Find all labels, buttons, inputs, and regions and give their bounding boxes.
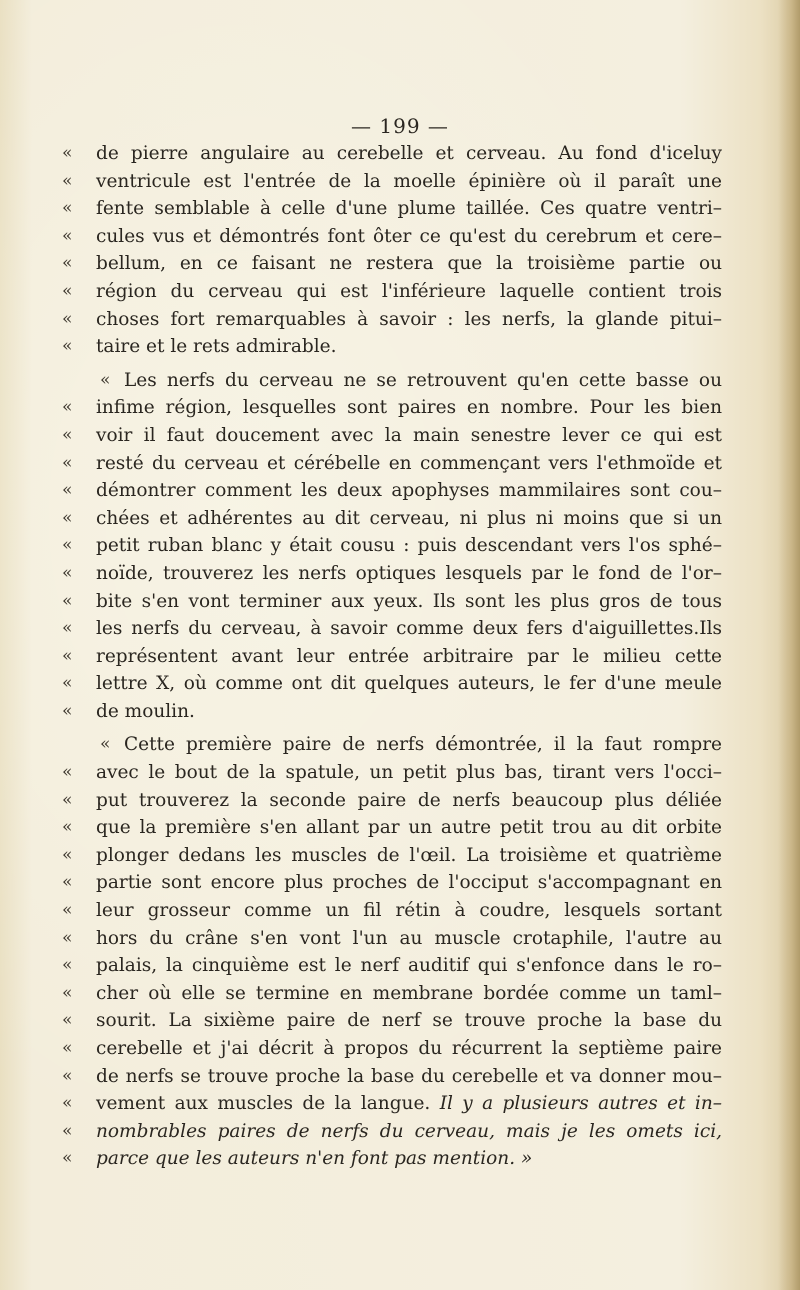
text-line: « taire et le rets admirable. xyxy=(62,333,722,361)
quote-mark: « xyxy=(62,844,73,865)
quote-mark: « xyxy=(100,369,111,390)
quote-mark: « xyxy=(62,308,73,329)
quote-mark: « xyxy=(62,562,73,583)
text-line: « cher où elle se termine en membrane bordée comme un taml– xyxy=(62,980,722,1008)
text-line: « hors du crâne s'en vont l'un au muscle crotaphile, l'autre au xyxy=(62,925,722,953)
text-line: « noïde, trouverez les nerfs optiques lesquels par le fond de l'or– xyxy=(62,560,722,588)
text-line: « région du cerveau qui est l'inférieure laquelle contient trois xyxy=(62,278,722,306)
text-line: « fente semblable à celle d'une plume taillée. Ces quatre ventri– xyxy=(62,195,722,223)
quote-mark: « xyxy=(62,927,73,948)
text-line: « ventricule est l'entrée de la moelle épinière où il paraît une xyxy=(62,168,722,196)
quote-mark: « xyxy=(62,507,73,528)
quote-mark: « xyxy=(62,480,73,501)
text-line: « partie sont encore plus proches de l'occiput s'accompagnant en xyxy=(62,869,722,897)
text-line: « les nerfs du cerveau, à savoir comme deux fers d'aiguillettes.Ils xyxy=(62,615,722,643)
italic-tail: Il y a plusieurs autres et in– xyxy=(439,1093,722,1115)
text-line: « démontrer comment les deux apophyses mammilaires sont cou– xyxy=(62,477,722,505)
text-line: « chées et adhérentes au dit cerveau, ni plus ni moins que si un xyxy=(62,505,722,533)
quote-mark: « xyxy=(62,1038,73,1058)
quote-mark: « xyxy=(62,900,73,921)
quote-mark: « xyxy=(62,535,73,556)
quote-mark: « xyxy=(62,397,73,418)
quote-mark: « xyxy=(62,789,73,810)
page-edge-shadow xyxy=(778,0,800,1290)
text-line: « sourit. La sixième paire de nerf se trouve proche la base du xyxy=(62,1007,722,1035)
text-line: « nombrables paires de nerfs du cerveau, mais je les omets ici, xyxy=(62,1118,722,1146)
quote-mark: « xyxy=(62,955,73,976)
text-line: « avec le bout de la spatule, un petit plus bas, tirant vers l'occi– xyxy=(62,759,722,787)
quote-mark: « xyxy=(62,253,73,274)
text-line: « de nerfs se trouve proche la base du cerebelle et va donner mou– xyxy=(62,1063,722,1091)
quote-mark: « xyxy=(62,673,73,694)
quote-mark: « xyxy=(62,1148,73,1169)
page-number: — 199 — xyxy=(351,114,449,138)
text-line: « resté du cerveau et cérébelle en commençant vers l'ethmoïde et xyxy=(62,450,722,478)
text-line: « lettre X, où comme ont dit quelques auteurs, le fer d'une meule xyxy=(62,670,722,698)
text-line: « représentent avant leur entrée arbitraire par le milieu cette xyxy=(62,643,722,671)
text-line: « voir il faut doucement avec la main senestre lever ce qui est xyxy=(62,422,722,450)
quote-mark: « xyxy=(62,645,73,666)
text-line: « choses fort remarquables à savoir : les nerfs, la glande pitui– xyxy=(62,306,722,334)
text-line: « de moulin. xyxy=(62,698,722,726)
text-line: « Les nerfs du cerveau ne se retrouvent qu'en cette basse ou xyxy=(62,367,722,395)
quote-mark: « xyxy=(62,872,73,893)
quote-mark: « xyxy=(62,1010,73,1031)
text-line: « cules vus et démontrés font ôter ce qu'est du cerebrum et cere– xyxy=(62,223,722,251)
quote-mark: « xyxy=(62,982,73,1003)
quote-mark: « xyxy=(62,1065,73,1086)
body-text xyxy=(62,140,722,1173)
text-line: « leur grosseur comme un fil rétin à coudre, lesquels sortant xyxy=(62,897,722,925)
quote-mark: « xyxy=(62,817,73,838)
quote-mark: « xyxy=(62,225,73,246)
text-line: « de pierre angulaire au cerebelle et cerveau. Au fond d'iceluy xyxy=(62,140,722,168)
quote-mark: « xyxy=(62,700,73,721)
text-line: « petit ruban blanc y était cousu : puis descendant vers l'os sphé– xyxy=(62,532,722,560)
quote-mark: « xyxy=(62,198,73,219)
quote-mark: « xyxy=(62,336,73,357)
quote-mark: « xyxy=(62,1120,73,1141)
text-line: « que la première s'en allant par un autre petit trou au dit orbite xyxy=(62,814,722,842)
text-line: « infime région, lesquelles sont paires en nombre. Pour les bien xyxy=(62,394,722,422)
quote-mark: « xyxy=(62,143,73,163)
text-line: « palais, la cinquième est le nerf auditif qui s'enfonce dans le ro– xyxy=(62,952,722,980)
quote-mark: « xyxy=(62,762,73,783)
text-line: « bite s'en vont terminer aux yeux. Ils sont les plus gros de tous xyxy=(62,588,722,616)
text-line: « parce que les auteurs n'en font pas mention. » xyxy=(62,1145,722,1173)
text-line: « bellum, en ce faisant ne restera que la troisième partie ou xyxy=(62,250,722,278)
quote-mark: « xyxy=(62,452,73,473)
quote-mark: « xyxy=(62,280,73,301)
quote-mark: « xyxy=(62,1093,73,1114)
text-line: « cerebelle et j'ai décrit à propos du récurrent la septième paire xyxy=(62,1035,722,1063)
quote-mark: « xyxy=(62,590,73,611)
text-line: « put trouverez la seconde paire de nerfs beaucoup plus déliée xyxy=(62,787,722,815)
quote-mark: « xyxy=(62,170,73,191)
text-line: « plonger dedans les muscles de l'œil. La troisième et quatrième xyxy=(62,842,722,870)
quote-mark: « xyxy=(62,424,73,445)
text-line: « vement aux muscles de la langue. Il y a plusieurs autres et in– xyxy=(62,1090,722,1118)
quote-mark: « xyxy=(62,618,73,639)
quote-mark: « xyxy=(100,734,111,755)
text-line: « Cette première paire de nerfs démontrée, il la faut rompre xyxy=(62,731,722,759)
